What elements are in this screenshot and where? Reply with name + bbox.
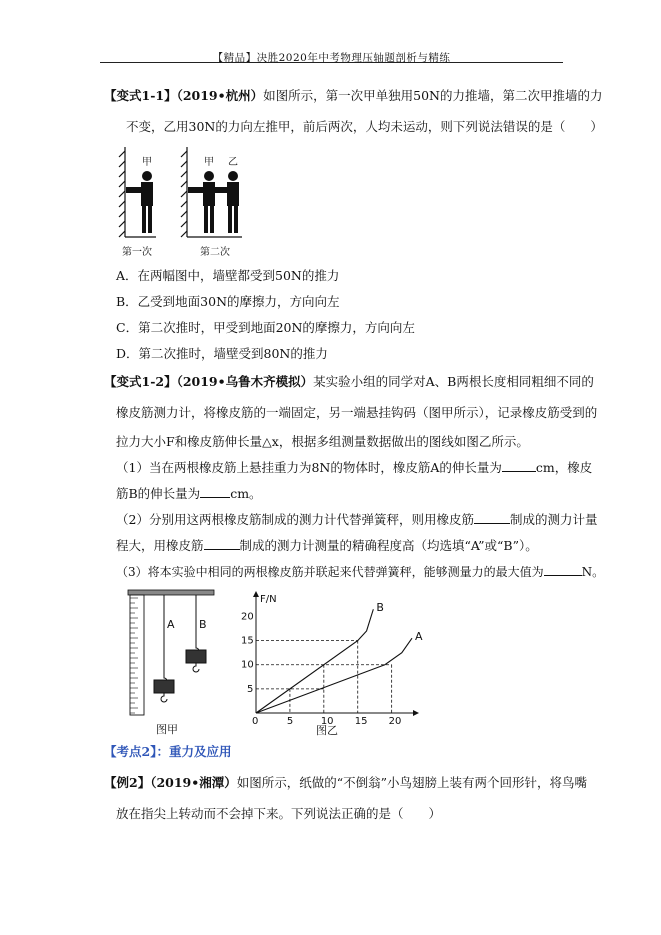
y-tick-label-15: 15 xyxy=(241,635,254,647)
series-line-B xyxy=(256,609,373,713)
caption-second: 第二次 xyxy=(200,247,230,258)
label-jia-second: 甲 xyxy=(204,157,214,168)
q1-1-line-1 xyxy=(104,88,602,104)
q1-1-option-d: D．第二次推时，墙壁受到80N的推力 xyxy=(116,346,328,361)
y-tick-label-20: 20 xyxy=(241,611,254,623)
answer-blank-3[interactable] xyxy=(474,512,510,524)
section-2-heading: 【考点2】：重力及应用 xyxy=(104,744,232,759)
q1-1-tag: 【变式1-1】 xyxy=(104,88,177,103)
header-rule xyxy=(100,62,563,63)
ruler xyxy=(130,595,144,715)
q1-2-part-2-line-2: 程大，用橡皮筋 制成的测力计测量的精确程度高（均选填“A”或“B”）。 xyxy=(116,538,538,553)
caption-fig-a: 图甲 xyxy=(156,723,178,736)
answer-blank-4[interactable] xyxy=(204,538,240,550)
q1-2-part-2-line-1: （2）分别用这两根橡皮筋制成的测力计代替弹簧秤，则用橡皮筋 制成的测力计量 xyxy=(116,512,598,527)
q1-1-line-2: 不变，乙用30N的力向左推甲，前后两次，人均未运动，则下列说法错误的是（ ） xyxy=(126,119,603,134)
q1-1-text-1: 如图所示，第一次甲单独用50N的力推墙，第二次甲推墙的力 xyxy=(263,88,603,103)
label-band-a: A xyxy=(167,618,175,631)
y-axis-label: F/N xyxy=(260,594,277,605)
ex2-line-2: 放在指尖上转动而不会掉下来。下列说法正确的是（ ） xyxy=(116,806,442,821)
ex2-line-1 xyxy=(104,775,587,791)
ex2-text-1: 如图所示，纸做的“不倒翁”小鸟翅膀上装有两个回形针，将鸟嘴 xyxy=(236,775,588,790)
person-jia-first xyxy=(126,171,153,233)
q1-1-option-c: C．第二次推时，甲受到地面20N的摩擦力，方向向左 xyxy=(116,320,415,335)
label-jia-first: 甲 xyxy=(142,157,152,168)
rubber-band-figure xyxy=(126,588,216,738)
ex2-source: （2019•湘潭） xyxy=(150,775,237,790)
ex2-tag: 【例2】 xyxy=(104,775,151,790)
q1-2-line-2: 橡皮筋测力计，将橡皮筋的一端固定，另一端悬挂钩码（图甲所示），记录橡皮筋受到的 xyxy=(116,405,598,420)
q1-2-part-1-line-1: （1）当在两根橡皮筋上悬挂重力为8N的物体时，橡皮筋A的伸长量为 cm，橡皮 xyxy=(116,460,593,475)
x-tick-label-15: 15 xyxy=(354,716,368,727)
q1-1-option-a: A．在两幅图中，墙壁都受到50N的推力 xyxy=(116,268,340,283)
series-line-A xyxy=(256,638,412,713)
caption-fig-b: 图乙 xyxy=(316,724,338,737)
x-tick-label-20: 20 xyxy=(388,716,402,727)
q1-2-tag: 【变式1-2】 xyxy=(104,374,177,389)
person-jia-second xyxy=(188,171,215,233)
push-wall-figure xyxy=(112,145,252,261)
page-header: 【精品】决胜2020年中考物理压轴题剖析与精练 xyxy=(212,52,451,64)
origin-label: 0 xyxy=(252,716,259,727)
weight-b xyxy=(186,644,206,672)
label-yi-second: 乙 xyxy=(228,157,238,168)
x-tick-label-10: 10 xyxy=(320,716,334,727)
q1-2-line-1 xyxy=(104,374,594,390)
q1-1-source: （2019•杭州） xyxy=(176,88,264,103)
x-tick-label-5: 5 xyxy=(286,716,294,727)
q1-1-option-b: B．乙受到地面30N的摩擦力，方向向左 xyxy=(116,294,340,309)
q1-2-text-1: 某实验小组的同学对A、B两根长度相同粗细不同的 xyxy=(313,374,594,389)
q1-2-line-3: 拉力大小F和橡皮筋伸长量△x，根据多组测量数据做出的图线如图乙所示。 xyxy=(116,434,529,449)
caption-first: 第一次 xyxy=(122,247,152,258)
series-label-A: A xyxy=(415,630,423,644)
weight-a xyxy=(154,674,174,702)
answer-blank-5[interactable] xyxy=(544,564,582,576)
force-extension-chart xyxy=(241,588,424,738)
answer-blank-2[interactable] xyxy=(200,486,230,498)
person-yi-second xyxy=(213,171,239,233)
q1-2-source: （2019•乌鲁木齐模拟） xyxy=(176,374,314,389)
series-label-B: B xyxy=(376,601,384,615)
y-tick-label-5: 5 xyxy=(247,683,254,695)
q1-2-part-3-line: （3）将本实验中相同的两根橡皮筋并联起来代替弹簧秤，能够测量力的最大值为 N。 xyxy=(116,565,605,579)
label-band-b: B xyxy=(199,618,207,631)
q1-2-part-1-line-2: 筋B的伸长量为 cm。 xyxy=(116,486,262,501)
y-tick-label-10: 10 xyxy=(241,659,254,671)
answer-blank-1[interactable] xyxy=(502,460,536,472)
